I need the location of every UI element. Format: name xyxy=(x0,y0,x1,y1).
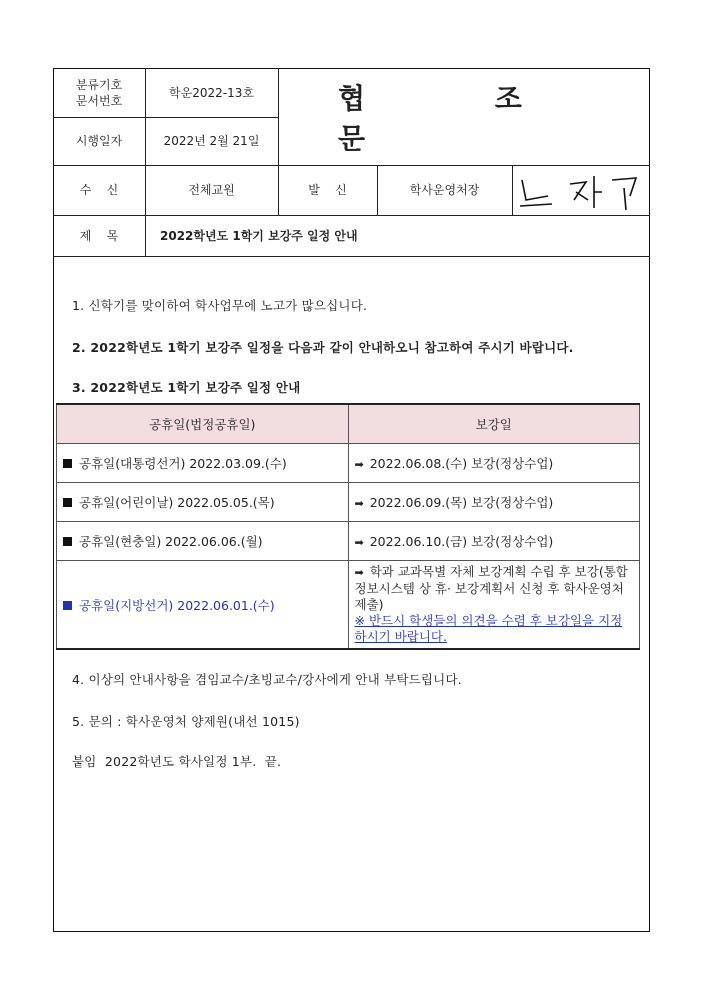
recipient-label: 수 신 xyxy=(79,183,119,197)
paragraph-5: 5. 문의 : 학사운영처 양제원(내선 1015) xyxy=(72,714,300,729)
holiday-cell xyxy=(57,444,349,483)
black-square-icon xyxy=(63,537,72,546)
date-value: 2022년 2월 21일 xyxy=(163,134,260,148)
paragraph-2: 2. 2022학년도 1학기 보강주 일정을 다음과 같이 안내하오니 참고하여 주시기 바랍니다. xyxy=(72,340,574,355)
paragraph-4: 4. 이상의 안내사항을 겸임교수/초빙교수/강사에게 안내 부탁드립니다. xyxy=(72,672,462,687)
column-header-holiday: 공휴일(법정공휴일) xyxy=(57,404,349,444)
schedule-table xyxy=(56,403,640,650)
subject-label: 제 목 xyxy=(79,228,119,243)
classification-label: 분류기호 문서번호 xyxy=(75,77,123,108)
holiday-text: 공휴일(어린이날) 2022.05.05.(목) xyxy=(79,495,275,510)
paragraph-3: 3. 2022학년도 1학기 보강주 일정 안내 xyxy=(72,380,301,395)
attachment-line: 붙임 2022학년도 학사일정 1부. 끝. xyxy=(72,754,282,769)
table-header-row xyxy=(57,404,640,444)
makeup-note: ※ 반드시 학생들의 의견을 수렴 후 보강일을 지정하시기 바랍니다. xyxy=(354,613,623,644)
makeup-instruction xyxy=(355,564,634,613)
makeup-text: 2022.06.08.(수) 보강(정상수업) xyxy=(369,456,554,471)
right-arrow-icon: ➡ xyxy=(354,566,364,579)
black-square-icon xyxy=(63,459,72,468)
holiday-text: 공휴일(지방선거) 2022.06.01.(수) xyxy=(79,597,275,613)
table-row xyxy=(57,561,640,650)
table-row xyxy=(57,522,640,561)
date-label: 시행일자 xyxy=(75,134,123,148)
sender-label: 발 신 xyxy=(308,183,347,197)
holiday-cell xyxy=(57,483,349,522)
blue-square-icon xyxy=(63,601,72,610)
makeup-cell xyxy=(348,561,640,650)
right-arrow-icon: ➡ xyxy=(354,458,364,471)
makeup-text: 2022.06.09.(목) 보강(정상수업) xyxy=(369,495,554,510)
subject-value: 2022학년도 1학기 보강주 일정 안내 xyxy=(160,228,358,243)
divider xyxy=(53,256,650,257)
column-header-makeup: 보강일 xyxy=(348,404,640,444)
black-square-icon xyxy=(63,498,72,507)
document-number: 학운2022-13호 xyxy=(169,85,254,100)
handwritten-signature xyxy=(512,166,650,216)
makeup-cell xyxy=(348,522,640,561)
paragraph-1: 1. 신학기를 맞이하여 학사업무에 노고가 많으십니다. xyxy=(72,298,368,313)
holiday-cell xyxy=(57,561,349,650)
holiday-text: 공휴일(대통령선거) 2022.03.09.(수) xyxy=(79,456,287,471)
table-row xyxy=(57,483,640,522)
right-arrow-icon: ➡ xyxy=(354,497,364,510)
document-title: 협 조 문 xyxy=(338,81,582,155)
holiday-cell xyxy=(57,522,349,561)
right-arrow-icon: ➡ xyxy=(354,536,364,549)
recipient-value: 전체교원 xyxy=(188,183,235,197)
makeup-cell xyxy=(348,483,640,522)
makeup-cell xyxy=(348,444,640,483)
makeup-instruction-text: 학과 교과목별 자체 보강계획 수립 후 보강(통합정보시스템 상 휴· 보강계획서 신청 후 학사운영처 제출) xyxy=(354,564,628,612)
sender-value: 학사운영처장 xyxy=(409,183,480,197)
table-row xyxy=(57,444,640,483)
holiday-text: 공휴일(현충일) 2022.06.06.(월) xyxy=(79,534,263,549)
makeup-text: 2022.06.10.(금) 보강(정상수업) xyxy=(369,534,554,549)
